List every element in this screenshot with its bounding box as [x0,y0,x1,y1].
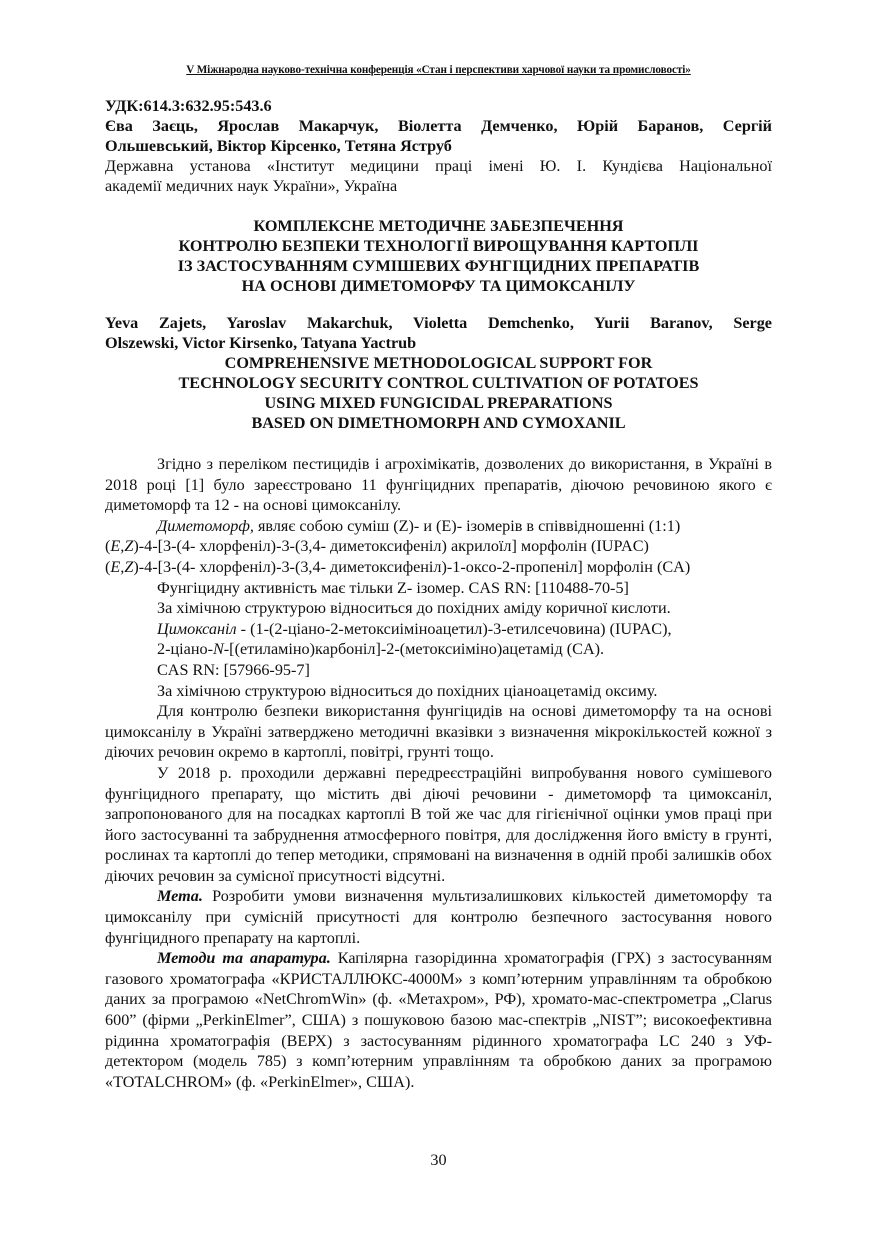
dimethomorph-ca-name: (E,Z)-4-[3-(4- хлорфеніл)-3-(3,4- диметоксифеніл)-1-оксо-2-пропеніл] морфолін (CA) [105,557,691,576]
dimethomorph-description: являє собою суміш (Z)- и (E)- ізомерів в співвідношенні (1:1) [253,516,681,535]
cymoxanil-cas: CAS RN: [57966-95-7] [157,660,310,679]
methods-label: Методи та апаратура. [157,949,331,968]
title-ua-line: КОНТРОЛЮ БЕЗПЕКИ ТЕХНОЛОГІЇ ВИРОЩУВАННЯ КАРТОПЛІ [178,237,699,255]
isomer-notation: E,Z [110,557,134,576]
cymoxanil-structure: За хімічною структурою відноситься до похідних ціаноацетамід оксиму. [157,681,658,700]
paper-page [105,64,772,1092]
title-ukrainian [105,216,772,296]
title-en-line: BASED ON DIMETHOMORPH AND CYMOXANIL [251,414,626,432]
dimethomorph-iupac-name: (E,Z)-4-[3-(4- хлорфеніл)-3-(3,4- диметоксифеніл) акрилоїл] морфолін (IUPAC) [105,537,649,556]
title-ua-line: КОМПЛЕКСНЕ МЕТОДИЧНЕ ЗАБЕЗПЕЧЕННЯ [253,217,624,235]
aim-text: Розробити умови визначення мультизалишкових кількостей диметоморфу та цимоксанілу при сумісній присутності для контролю безпечного застосування нового фунгіцидного препарату на картоплі. [105,887,772,947]
authors-ua-line-1: Єва Заєць, Ярослав Макарчук, Віолетта Демченко, Юрій Баранов, Сергій [105,117,772,135]
title-en-line: TECHNOLOGY SECURITY CONTROL CULTIVATION OF POTATOES [178,374,699,392]
dimethomorph-term: Диметоморф, [157,516,254,535]
affiliation-line-2: академії медичних наук України», Україна [105,177,398,195]
conference-running-header: V Міжнародна науково-технічна конференція «Стан і перспективи харчової науки та промисловості» [186,64,691,76]
cymoxanil-iupac: - (1-(2-ціано-2-метоксиіміноацетил)-3-етилсечовина) (IUPAC), [236,619,672,638]
dimethomorph-definition [105,516,772,537]
cymoxanil-term: Цимоксаніл [157,619,237,638]
methods-text: Капілярна газорідинна хроматографія (ГРХ) з застосуванням газового хроматографа «КРИСТАЛЛЮКС-4000М» з комп’ютерним управлінням та обробкою даних за програмою «NetChromWin» (ф. «Метахром», РФ), хромато-мас-спектрометра „Clarus 600” (фірми „PerkinElmer”, США) з пошуковою базою мас-спектрів „NIST”; високоефективна рідинна хроматографія (ВЕРХ) з застосуванням рідинного хроматографа LC 240 з УФ-детектором (модель 785) з комп’ютерним управлінням та обробкою даних за програмою «TOTALCHROM» (ф. «PerkinElmer», США). [105,949,772,1091]
page-number: 30 [430,1151,447,1169]
title-ua-line: НА ОСНОВІ ДИМЕТОМОРФУ ТА ЦИМОКСАНІЛУ [241,277,636,295]
cymoxanil-definition [105,619,772,640]
iupac-rest: -4-[3-(4- хлорфеніл)-3-(3,4- диметоксифеніл) акрилоїл] морфолін (IUPAC) [138,537,649,556]
article-body [105,454,772,1092]
affiliation [105,156,772,196]
title-en-line: COMPREHENSIVE METHODOLOGICAL SUPPORT FOR [224,354,653,372]
dimethomorph-activity: Фунгіцидну активність має тільки Z- ізомер. CAS RN: [110488-70-5] [157,578,629,597]
ca-prefix: 2-ціано- [157,640,213,659]
isomer-notation: E,Z [110,537,134,556]
paragraph-trials: У 2018 р. проходили державні передреєстраційні випробування нового сумішевого фунгіцидного препарату, що містить дві діючі речовини - диметоморф та цимоксаніл, запропонованого для на посадках картоплі В той же час для гігієнічної оцінки умов праці при його застосуванні та забруднення атмосферного повітря, для дослідження його вмісту в грунті, рослинах та картоплі до тепер методики, спрямовані на визначення в одній пробі залишків обох діючих речовин за сумісної присутності відсутні. [105,763,772,885]
n-notation: N [212,640,224,659]
udk-code: УДК:614.3:632.95:543.6 [105,97,272,115]
aim-label: Мета. [157,887,203,906]
paragraph-intro: Згідно з переліком пестицидів і агрохімікатів, дозволених до використання, в Україні в 2018 році [1] було зареєстровано 11 фунгіцидних препаратів, діючою речовиною якого є диметоморф та 12 - на основі цимоксанілу. [105,455,772,515]
title-ua-line: ІЗ ЗАСТОСУВАННЯМ СУМІШЕВИХ ФУНГІЦИДНИХ ПРЕПАРАТІВ [177,257,700,275]
authors-en-line-1: Yeva Zajets, Yaroslav Makarchuk, Violetta Demchenko, Yurii Baranov, Serge [105,314,772,332]
ca-rest: -[(етиламіно)карбоніл]-2-(метоксиіміно)ацетамід (CA). [223,640,605,659]
paragraph-methods [105,948,772,1092]
paragraph-aim [105,886,772,948]
paragraph-control: Для контролю безпеки використання фунгіцидів на основі диметоморфу та на основі цимоксанілу в Україні затверджено методичні вказівки з визначення мікрокількостей кожної з діючих речовин окремо в картоплі, повітрі, грунті тощо. [105,702,772,762]
affiliation-line-1: Державна установа «Інститут медицини праці імені Ю. І. Кундієва Національної [105,157,772,175]
authors-en-line-2: Olszewski, Victor Kirsenko, Tatyana Yactrub [105,334,417,352]
authors-ukrainian [105,116,772,156]
title-en-line: USING MIXED FUNGICIDAL PREPARATIONS [264,394,613,412]
authors-english [105,313,772,353]
title-english [105,353,772,433]
dimethomorph-structure: За хімічною структурою відноситься до похідних аміду коричної кислоти. [157,599,671,618]
cymoxanil-ca-name [105,639,772,660]
authors-ua-line-2: Ольшевський, Віктор Кірсенко, Тетяна Яструб [105,137,452,155]
ca-rest: -4-[3-(4- хлорфеніл)-3-(3,4- диметоксифеніл)-1-оксо-2-пропеніл] морфолін (CA) [138,557,691,576]
